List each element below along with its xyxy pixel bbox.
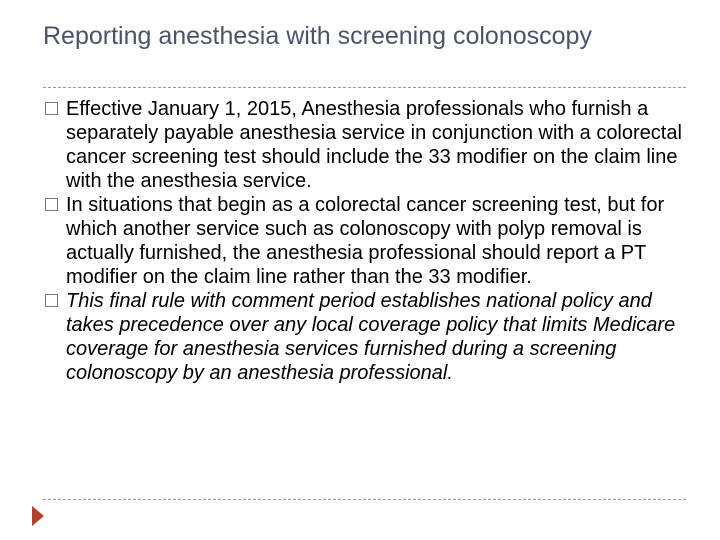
top-divider	[43, 87, 686, 88]
bullet-item-2	[43, 193, 688, 289]
checkbox-square-icon	[45, 294, 58, 307]
bullet-item-1	[43, 97, 688, 193]
checkbox-square-icon	[45, 102, 58, 115]
play-triangle-icon[interactable]	[32, 506, 44, 526]
bullet-text: This final rule with comment period establishes national policy and takes precedence over any local coverage policy that limits Medicare coverage for anesthesia services furnished during a screening colonoscopy by an anesthesia professional.	[66, 290, 676, 384]
checkbox-square-icon	[45, 198, 58, 211]
bullet-text: Effective January 1, 2015, Anesthesia professionals who furnish a separately payable anesthesia service in conjunction with a colorectal cancer screening test should include the 33 modifier on the claim line with the anesthesia service.	[66, 98, 682, 192]
bullet-text: In situations that begin as a colorectal cancer screening test, but for which another service such as colonoscopy with polyp removal is actually furnished, the anesthesia professional should report a PT modifier on the claim line rather than the 33 modifier.	[66, 194, 665, 288]
bullet-item-3	[43, 289, 688, 385]
bottom-divider	[43, 499, 686, 500]
bullet-list	[43, 97, 688, 385]
slide-title: Reporting anesthesia with screening colonoscopy	[43, 22, 592, 50]
